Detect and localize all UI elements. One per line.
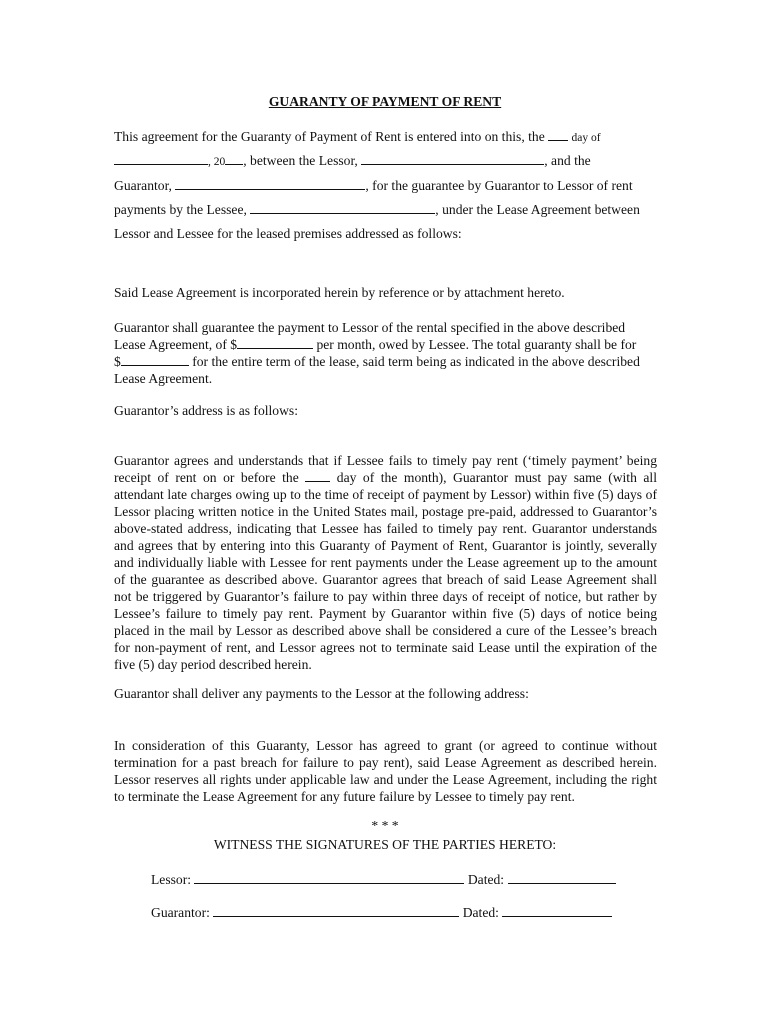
- agrees-text-2: day of the month), Guarantor must pay same (with all attendant late charges owing up to the time of receipt of payment by Lessor) within five (5) days of Lessor placing written notice in the United States mail, postage pre-paid, addressed to Guarantor’s above-stated address, indicating that Lessee has failed to timely pay rent. Guarantor understands and agrees that by entering into this Guaranty of Payment of Rent, Guarantor is jointly, severally and individually liable with Lessee for rent payments under the Lease agreement up to the amount of the guarantee as described above. Guarantor agrees that breach of said Lease Agreement shall not be triggered by Guarantor’s failure to pay within three days of receipt of notice, but rather by Lessee’s failure to timely pay rent. Payment by Guarantor within five (5) days of notice being placed in the mail by Lessor as described above shall be considered a cure of the Lessee’s breach for non-payment of rent, and Lessor agrees not to terminate said Lease until the expiration of the five (5) day period described herein.: [114, 470, 657, 672]
- month-blank[interactable]: [114, 152, 208, 165]
- deliver-line: Guarantor shall deliver any payments to the Lessor at the following address:: [114, 686, 529, 701]
- monthly-amount-blank[interactable]: [237, 336, 313, 349]
- between-lessor-label: , between the Lessor,: [243, 153, 358, 168]
- day-of-label: day of: [571, 132, 601, 144]
- lessee-name-blank[interactable]: [250, 201, 435, 214]
- lessor-date-blank[interactable]: [508, 871, 616, 884]
- intro-line-2: [114, 152, 591, 169]
- guarantee-line-2: [114, 336, 657, 353]
- monthly-text: per month, owed by Lessee. The total guaranty shall be for: [316, 337, 637, 352]
- guarantee-line-3: [114, 353, 657, 370]
- day-blank[interactable]: [548, 128, 568, 141]
- intro-line-5: Lessor and Lessee for the leased premises addressed as follows:: [114, 226, 462, 241]
- guarantor-dated-label: Dated:: [462, 905, 499, 920]
- lessor-signature-row: [151, 871, 616, 888]
- year-prefix: , 20: [208, 156, 226, 168]
- guarantee-paragraph: [114, 319, 657, 387]
- lessor-sig-label: Lessor:: [151, 872, 192, 887]
- guarantee-line-4: Lease Agreement.: [114, 371, 213, 386]
- intro-text: This agreement for the Guaranty of Payment of Rent is entered into on this, the: [114, 129, 545, 144]
- year-blank[interactable]: [225, 152, 243, 165]
- intro-line-3: [114, 177, 633, 194]
- total-amount-label: $: [114, 354, 121, 369]
- guarantee-text: , for the guarantee by Guarantor to Lessor of rent: [365, 178, 633, 193]
- and-the-label: , and the: [544, 153, 591, 168]
- lessor-name-blank[interactable]: [361, 152, 544, 165]
- guarantee-line-1: Guarantor shall guarantee the payment to Lessor of the rental specified in the above described: [114, 320, 626, 335]
- consideration-paragraph: In consideration of this Guaranty, Lessor has agreed to grant (or agreed to continue without termination for a past breach for failure to pay rent), said Lease Agreement as described herein. Lessor reserves all rights under applicable law and under the Lease Agreement, including the right to terminate the Lease Agreement for any future failure by Lessee to timely pay rent.: [114, 738, 657, 804]
- lease-agreement-text: , under the Lease Agreement between: [435, 202, 640, 217]
- guarantor-signature-blank[interactable]: [213, 904, 459, 917]
- agrees-paragraph: [114, 452, 657, 673]
- lessor-signature-blank[interactable]: [194, 871, 464, 884]
- lessee-label: payments by the Lessee,: [114, 202, 247, 217]
- intro-line-4: [114, 201, 640, 218]
- witness-heading: WITNESS THE SIGNATURES OF THE PARTIES HERETO:: [213, 837, 557, 852]
- incorporated-line: Said Lease Agreement is incorporated herein by reference or by attachment hereto.: [114, 285, 565, 300]
- guarantor-date-blank[interactable]: [502, 904, 612, 917]
- guarantor-name-blank[interactable]: [175, 177, 365, 190]
- due-day-blank[interactable]: [305, 469, 330, 482]
- total-text: for the entire term of the lease, said term being as indicated in the above described: [192, 354, 640, 369]
- guarantor-sig-label: Guarantor:: [151, 905, 210, 920]
- guarantor-signature-row: [151, 904, 612, 921]
- stars-separator: * * *: [371, 818, 399, 833]
- address-line: Guarantor’s address is as follows:: [114, 403, 298, 418]
- lessor-dated-label: Dated:: [467, 872, 505, 887]
- intro-line-1: [114, 128, 601, 145]
- document-title: GUARANTY OF PAYMENT OF RENT: [268, 94, 502, 109]
- guarantor-label: Guarantor,: [114, 178, 172, 193]
- agrees-text-1: Guarantor agrees and understands that if Lessee fails to timely pay rent (‘timely payment’ being receipt of rent on or before the: [114, 453, 657, 485]
- monthly-amount-label: Lease Agreement, of $: [114, 337, 238, 352]
- total-amount-blank[interactable]: [121, 353, 189, 366]
